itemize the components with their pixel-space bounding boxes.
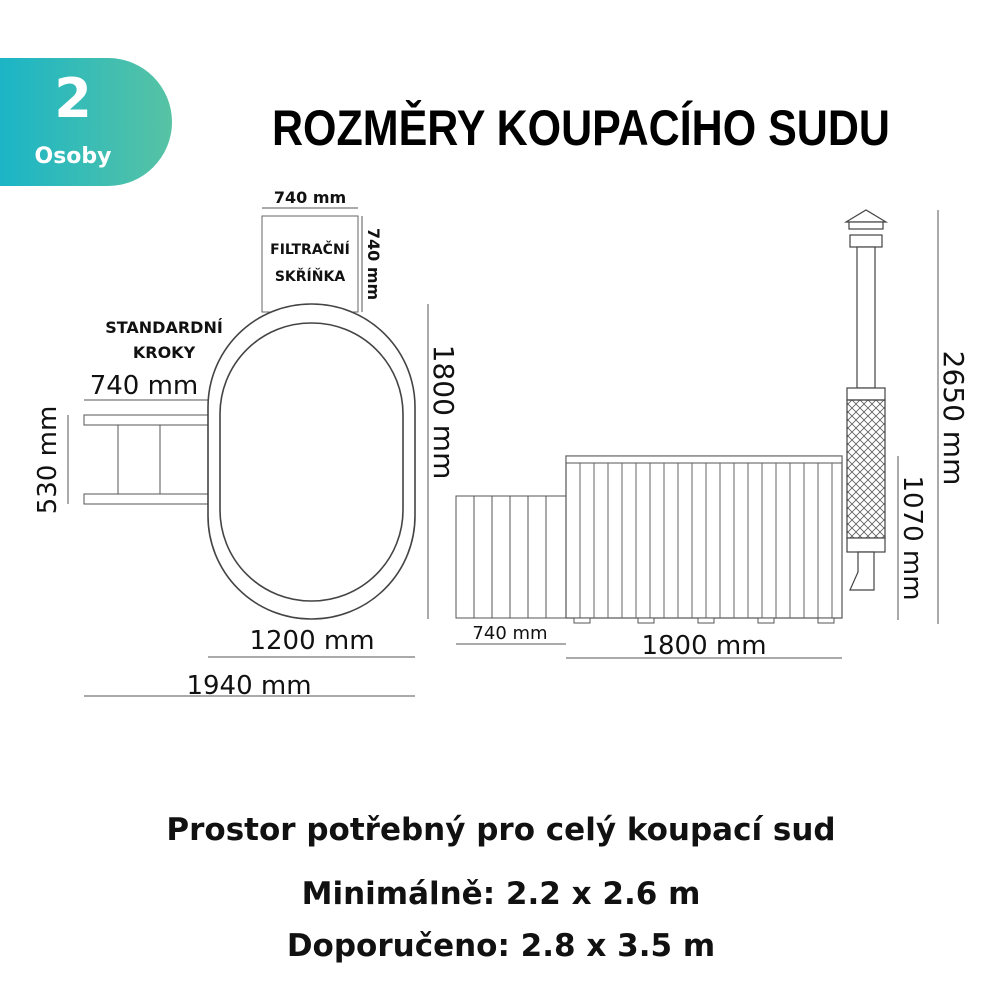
steps-label-1: STANDARDNÍ [105,318,223,337]
steps-width-label: 740 mm [89,371,199,401]
page-title: ROZMĚRY KOUPACÍHO SUDU [272,100,890,156]
tub-length-label: 1800 mm [427,344,460,480]
space-needed-heading: Prostor potřebný pro celý koupací sud [166,812,836,848]
stove-leg [850,552,874,590]
chimney-pipe [857,247,875,388]
stove-body [847,400,885,538]
side-view [456,210,970,661]
stove-bottom [847,538,885,552]
tub-outer [208,304,415,619]
recommended-space: Doporučeno: 2.8 x 3.5 m [286,928,716,964]
steps-depth-label: 530 mm [33,405,63,515]
steps-side [456,496,566,618]
chimney-cap [846,210,886,222]
stove-top [847,388,885,400]
tub-rim [566,456,842,463]
total-height-label: 2650 mm [937,350,970,486]
tub-width-label: 1200 mm [249,626,375,656]
filter-box [262,216,358,312]
total-width-label: 1940 mm [186,671,312,701]
filter-box-label-1: FILTRAČNÍ [270,242,350,258]
filter-box-label-2: SKŘÍŇKA [274,269,346,285]
chimney-cap-base [849,222,883,229]
chimney-collar [850,235,882,247]
side-tub-length-label: 1800 mm [641,631,767,661]
filter-box-width-label: 740 mm [273,188,347,207]
tub-height-label: 1070 mm [897,475,927,601]
steps-label-2: KROKY [132,343,196,362]
minimum-space: Minimálně: 2.2 x 2.6 m [301,876,701,912]
top-view [33,188,460,701]
tub-feet [574,618,834,623]
persons-label: Osoby [34,144,112,169]
side-steps-width-label: 740 mm [472,623,548,644]
persons-count: 2 [54,67,92,130]
steps-top [84,415,210,504]
heater-chimney [846,210,886,590]
filter-box-depth-label: 740 mm [364,227,383,301]
tub-side [566,456,842,618]
